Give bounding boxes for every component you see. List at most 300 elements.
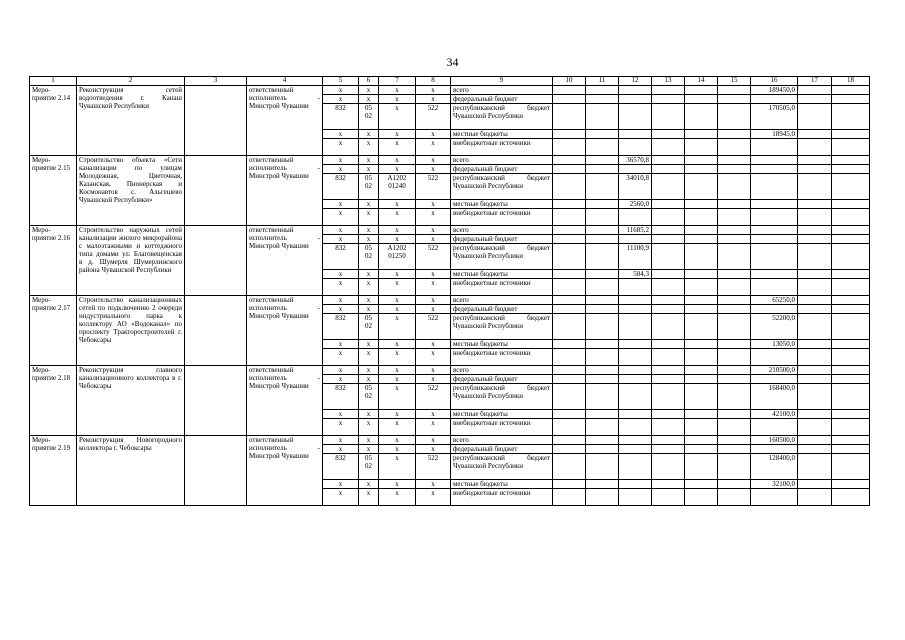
target-article-cell: x [379,279,416,296]
funding-source-cell: всего [451,86,553,95]
value-cell-12 [619,104,652,130]
grbs-code-cell: x [323,86,359,95]
value-cell-17 [798,436,832,445]
value-cell-13 [652,296,685,305]
value-cell-18 [832,445,870,454]
value-cell-14 [685,200,718,209]
value-cell-10 [553,200,586,209]
value-cell-18 [832,104,870,130]
value-cell-15 [718,209,751,226]
funding-source-cell: местные бюджеты [451,270,553,279]
value-cell-13 [652,209,685,226]
value-cell-15 [718,226,751,235]
value-cell-10 [553,104,586,130]
target-article-cell: x [379,139,416,156]
value-cell-13 [652,445,685,454]
budget-table [29,76,870,506]
value-cell-18 [832,480,870,489]
value-cell-13 [652,349,685,366]
grbs-code-cell: x [323,139,359,156]
value-cell-17 [798,86,832,95]
value-cell-18 [832,139,870,156]
funding-source-cell: федеральный бюджет [451,305,553,314]
expense-type-cell: 522 [416,314,451,340]
value-cell-11 [586,270,619,279]
value-cell-15 [718,130,751,139]
value-cell-13 [652,340,685,349]
expense-type-cell: x [416,305,451,314]
target-article-cell: x [379,305,416,314]
section-code-cell: x [359,226,379,235]
measure-code-cell: Меро-приятие 2.16 [30,226,77,296]
value-cell-11 [586,454,619,480]
grbs-code-cell: x [323,375,359,384]
table-row [30,436,870,445]
value-cell-11 [586,436,619,445]
value-cell-10 [553,305,586,314]
value-cell-12 [619,130,652,139]
value-cell-10 [553,226,586,235]
section-code-cell: 05 02 [359,104,379,130]
value-cell-18 [832,86,870,95]
value-cell-10 [553,489,586,506]
grbs-code-cell: 832 [323,104,359,130]
value-cell-17 [798,209,832,226]
expense-type-cell: x [416,349,451,366]
grbs-code-cell: x [323,366,359,375]
value-cell-16 [751,209,798,226]
value-cell-14 [685,296,718,305]
value-cell-16 [751,279,798,296]
value-cell-10 [553,375,586,384]
value-cell-14 [685,305,718,314]
funding-source-cell: республиканский бюджет Чувашской Республики [451,104,553,130]
value-cell-17 [798,305,832,314]
value-cell-11 [586,340,619,349]
value-cell-10 [553,454,586,480]
value-cell-11 [586,349,619,366]
grbs-code-cell: 832 [323,244,359,270]
measure-code-cell: Меро-приятие 2.18 [30,366,77,436]
value-cell-10 [553,384,586,410]
section-code-cell: x [359,480,379,489]
section-code-cell: x [359,270,379,279]
value-cell-13 [652,95,685,104]
value-cell-18 [832,156,870,165]
value-cell-10 [553,270,586,279]
value-cell-10 [553,86,586,95]
column-header: 11 [586,77,619,86]
measure-code-cell: Меро-приятие 2.19 [30,436,77,506]
funding-source-cell: республиканский бюджет Чувашской Республики [451,454,553,480]
target-article-cell: x [379,419,416,436]
measure-name-cell: Реконструкция сетей водоотведения г. Канаш Чувашской Республики [77,86,185,156]
column-header: 16 [751,77,798,86]
measure-code-cell: Меро-приятие 2.17 [30,296,77,366]
value-cell-16 [751,165,798,174]
value-cell-10 [553,410,586,419]
section-code-cell: x [359,235,379,244]
grbs-code-cell: 832 [323,314,359,340]
executor-cell: ответственный исполнитель - Минстрой Чувашии [247,366,323,436]
value-cell-12 [619,366,652,375]
value-cell-18 [832,454,870,480]
value-cell-16: 32100,0 [751,480,798,489]
value-cell-15 [718,489,751,506]
section-code-cell: x [359,165,379,174]
value-cell-12: 11100,9 [619,244,652,270]
grbs-code-cell: x [323,296,359,305]
value-cell-17 [798,200,832,209]
value-cell-14 [685,314,718,340]
value-cell-18 [832,165,870,174]
value-cell-12: 36570,8 [619,156,652,165]
column-header: 5 [323,77,359,86]
value-cell-15 [718,296,751,305]
value-cell-15 [718,139,751,156]
expense-type-cell: x [416,436,451,445]
section-code-cell: x [359,375,379,384]
target-article-cell: x [379,226,416,235]
column-3-cell [185,436,247,506]
value-cell-18 [832,436,870,445]
value-cell-13 [652,139,685,156]
value-cell-12 [619,375,652,384]
value-cell-15 [718,305,751,314]
value-cell-11 [586,445,619,454]
value-cell-13 [652,156,685,165]
value-cell-12 [619,384,652,410]
value-cell-11 [586,480,619,489]
value-cell-15 [718,340,751,349]
value-cell-16: 189450,0 [751,86,798,95]
value-cell-10 [553,244,586,270]
funding-source-cell: внебюджетные источники [451,209,553,226]
expense-type-cell: x [416,130,451,139]
value-cell-14 [685,454,718,480]
measure-name-cell: Реконструкция главного канализационного коллектора в г. Чебоксары [77,366,185,436]
funding-source-cell: федеральный бюджет [451,235,553,244]
value-cell-13 [652,86,685,95]
target-article-cell: x [379,480,416,489]
value-cell-13 [652,314,685,340]
value-cell-10 [553,480,586,489]
value-cell-16 [751,156,798,165]
value-cell-11 [586,209,619,226]
section-code-cell: x [359,209,379,226]
value-cell-12 [619,340,652,349]
value-cell-15 [718,200,751,209]
column-3-cell [185,156,247,226]
funding-source-cell: внебюджетные источники [451,419,553,436]
target-article-cell: x [379,95,416,104]
target-article-cell: x [379,410,416,419]
value-cell-11 [586,296,619,305]
value-cell-14 [685,384,718,410]
value-cell-14 [685,410,718,419]
value-cell-16 [751,139,798,156]
column-header: 2 [77,77,185,86]
expense-type-cell: x [416,296,451,305]
funding-source-cell: республиканский бюджет Чувашской Республики [451,314,553,340]
expense-type-cell: x [416,209,451,226]
funding-source-cell: республиканский бюджет Чувашской Республики [451,174,553,200]
value-cell-10 [553,436,586,445]
value-cell-12: 2560,0 [619,200,652,209]
value-cell-18 [832,305,870,314]
section-code-cell: x [359,130,379,139]
executor-cell: ответственный исполнитель - Минстрой Чувашии [247,86,323,156]
grbs-code-cell: x [323,340,359,349]
section-code-cell: 05 02 [359,244,379,270]
section-code-cell: 05 02 [359,314,379,340]
grbs-code-cell: x [323,410,359,419]
target-article-cell: x [379,366,416,375]
value-cell-17 [798,480,832,489]
value-cell-11 [586,410,619,419]
value-cell-18 [832,410,870,419]
value-cell-10 [553,165,586,174]
expense-type-cell: x [416,375,451,384]
target-article-cell: x [379,349,416,366]
value-cell-12 [619,165,652,174]
value-cell-14 [685,174,718,200]
grbs-code-cell: 832 [323,174,359,200]
value-cell-17 [798,165,832,174]
value-cell-16: 168400,0 [751,384,798,410]
value-cell-18 [832,226,870,235]
value-cell-18 [832,200,870,209]
target-article-cell: x [379,445,416,454]
value-cell-17 [798,130,832,139]
value-cell-16 [751,235,798,244]
value-cell-17 [798,489,832,506]
value-cell-16 [751,349,798,366]
value-cell-11 [586,86,619,95]
expense-type-cell: 522 [416,104,451,130]
value-cell-10 [553,174,586,200]
value-cell-13 [652,489,685,506]
value-cell-17 [798,139,832,156]
value-cell-16: 128400,0 [751,454,798,480]
expense-type-cell: x [416,139,451,156]
table-row [30,86,870,95]
column-header: 13 [652,77,685,86]
value-cell-16 [751,489,798,506]
target-article-cell: x [379,165,416,174]
value-cell-14 [685,235,718,244]
grbs-code-cell: x [323,235,359,244]
value-cell-18 [832,95,870,104]
value-cell-18 [832,340,870,349]
value-cell-18 [832,130,870,139]
value-cell-12: 584,3 [619,270,652,279]
value-cell-17 [798,270,832,279]
section-code-cell: x [359,95,379,104]
value-cell-10 [553,139,586,156]
funding-source-cell: местные бюджеты [451,410,553,419]
value-cell-14 [685,104,718,130]
section-code-cell: x [359,410,379,419]
table-row [30,366,870,375]
value-cell-16 [751,200,798,209]
funding-source-cell: федеральный бюджет [451,165,553,174]
value-cell-11 [586,130,619,139]
value-cell-17 [798,156,832,165]
value-cell-17 [798,104,832,130]
funding-source-cell: местные бюджеты [451,130,553,139]
expense-type-cell: x [416,235,451,244]
value-cell-18 [832,209,870,226]
funding-source-cell: федеральный бюджет [451,95,553,104]
value-cell-11 [586,200,619,209]
value-cell-11 [586,226,619,235]
value-cell-17 [798,244,832,270]
value-cell-14 [685,226,718,235]
expense-type-cell: x [416,86,451,95]
value-cell-11 [586,419,619,436]
measure-name-cell: Реконструкция Новогородного коллектора г. Чебоксары [77,436,185,506]
column-header: 7 [379,77,416,86]
value-cell-13 [652,244,685,270]
value-cell-11 [586,95,619,104]
executor-cell: ответственный исполнитель - Минстрой Чувашии [247,226,323,296]
value-cell-11 [586,305,619,314]
expense-type-cell: 522 [416,174,451,200]
value-cell-11 [586,314,619,340]
value-cell-15 [718,104,751,130]
value-cell-16 [751,445,798,454]
grbs-code-cell: x [323,419,359,436]
value-cell-12 [619,480,652,489]
grbs-code-cell: x [323,436,359,445]
value-cell-17 [798,235,832,244]
value-cell-10 [553,340,586,349]
value-cell-18 [832,235,870,244]
value-cell-15 [718,174,751,200]
section-code-cell: x [359,445,379,454]
value-cell-13 [652,165,685,174]
value-cell-13 [652,375,685,384]
funding-source-cell: местные бюджеты [451,200,553,209]
target-article-cell: x [379,200,416,209]
funding-source-cell: всего [451,366,553,375]
target-article-cell: A1202 01240 [379,174,416,200]
value-cell-17 [798,384,832,410]
value-cell-13 [652,130,685,139]
value-cell-10 [553,235,586,244]
value-cell-15 [718,86,751,95]
value-cell-11 [586,244,619,270]
measure-code-cell: Меро-приятие 2.14 [30,86,77,156]
column-header: 14 [685,77,718,86]
value-cell-11 [586,366,619,375]
value-cell-16 [751,375,798,384]
funding-source-cell: внебюджетные источники [451,489,553,506]
grbs-code-cell: x [323,95,359,104]
value-cell-10 [553,419,586,436]
grbs-code-cell: x [323,489,359,506]
grbs-code-cell: 832 [323,454,359,480]
value-cell-12: 11685,2 [619,226,652,235]
grbs-code-cell: x [323,305,359,314]
value-cell-16: 210500,0 [751,366,798,375]
target-article-cell: x [379,436,416,445]
funding-source-cell: республиканский бюджет Чувашской Республики [451,244,553,270]
value-cell-10 [553,130,586,139]
value-cell-11 [586,174,619,200]
section-code-cell: x [359,349,379,366]
value-cell-17 [798,410,832,419]
value-cell-16 [751,419,798,436]
section-code-cell: 05 02 [359,384,379,410]
value-cell-17 [798,366,832,375]
section-code-cell: 05 02 [359,174,379,200]
value-cell-17 [798,226,832,235]
value-cell-14 [685,244,718,270]
value-cell-16: 160500,0 [751,436,798,445]
value-cell-15 [718,235,751,244]
value-cell-11 [586,375,619,384]
value-cell-12 [619,454,652,480]
value-cell-13 [652,436,685,445]
value-cell-14 [685,349,718,366]
value-cell-18 [832,270,870,279]
value-cell-12 [619,314,652,340]
funding-source-cell: республиканский бюджет Чувашской Республики [451,384,553,410]
value-cell-16: 52200,0 [751,314,798,340]
value-cell-15 [718,375,751,384]
value-cell-15 [718,270,751,279]
section-code-cell: x [359,296,379,305]
value-cell-12 [619,296,652,305]
column-header: 9 [451,77,553,86]
section-code-cell: 05 02 [359,454,379,480]
value-cell-12 [619,86,652,95]
value-cell-11 [586,104,619,130]
column-header: 18 [832,77,870,86]
value-cell-14 [685,375,718,384]
value-cell-12 [619,139,652,156]
section-code-cell: x [359,86,379,95]
target-article-cell: x [379,86,416,95]
funding-source-cell: внебюджетные источники [451,139,553,156]
funding-source-cell: федеральный бюджет [451,375,553,384]
value-cell-13 [652,410,685,419]
column-header: 4 [247,77,323,86]
value-cell-10 [553,445,586,454]
section-code-cell: x [359,279,379,296]
grbs-code-cell: x [323,349,359,366]
value-cell-14 [685,130,718,139]
column-header: 6 [359,77,379,86]
column-3-cell [185,86,247,156]
value-cell-13 [652,480,685,489]
value-cell-15 [718,384,751,410]
grbs-code-cell: x [323,200,359,209]
value-cell-13 [652,384,685,410]
target-article-cell: x [379,340,416,349]
value-cell-11 [586,139,619,156]
value-cell-14 [685,209,718,226]
measure-name-cell: Строительство канализационных сетей по подключению 2 очереди индустриального парка к коллектору АО «Водоканал» по проспекту Тракторостроителей г. Чебоксары [77,296,185,366]
value-cell-12 [619,95,652,104]
value-cell-18 [832,375,870,384]
value-cell-10 [553,296,586,305]
section-code-cell: x [359,156,379,165]
value-cell-12 [619,489,652,506]
value-cell-14 [685,480,718,489]
